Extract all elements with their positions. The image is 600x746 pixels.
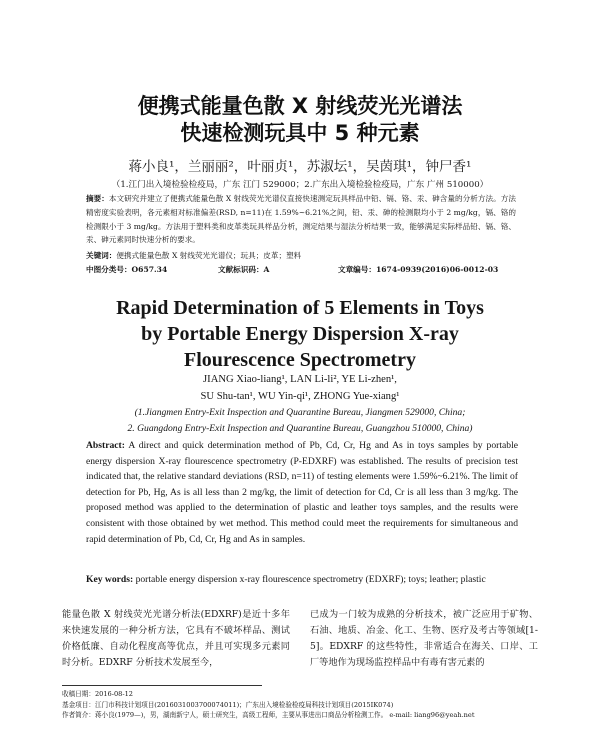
cn-keywords-label: 关键词：: [86, 251, 117, 260]
en-keywords-text: portable energy dispersion x-ray flourescence spectrometry (EDXRF); toys; leather; plastic: [135, 574, 486, 585]
en-authors-line1: JIANG Xiao-liang¹, LAN Li-li², YE Li-zhen¹,: [203, 374, 397, 385]
en-title-line3: Flourescence Spectrometry: [184, 349, 416, 371]
footnote-fund: 基金项目：江门市科技计划项目(2016031003700074011)；广东出入境检验检疫局科技计划项目(2015IK074): [62, 700, 394, 709]
footnotes: [62, 689, 542, 721]
footnote-divider: [62, 685, 262, 686]
cn-affiliation: （1.江门出入境检验检疫局，广东 江门 529000；2.广东出入境检验检疫局，广东 广州 510000）: [111, 180, 489, 190]
cn-title-line2: 快速检测玩具中 5 种元素: [180, 121, 420, 145]
cn-keywords: [86, 250, 516, 262]
body-column-left: 能量色散 X 射线荧光光谱分析法(EDXRF)是近十多年来快速发展的一种分析方法，它具有不破坏样品、测试价格低廉、自动化程度高等优点，并且可实现多元素同时分析。EDXRF 分析技术发展至今，: [62, 609, 290, 668]
cn-doc-code: 文献标识码：A: [218, 265, 270, 274]
cn-article-no: 文章编号：1674-0939(2016)06-0012-03: [338, 265, 499, 274]
en-abstract-text: A direct and quick determination method of Pb, Cd, Cr, Hg and As in toys samples by portable energy dispersion X-ray flourescence spectrometry (P-EDXRF) was established. The results of precision test indicated that, the relative standard deviations (RSD, n=11) of testing elements were 1.59%~6.21%. The limit of detection for Pb, Hg, As is all less than 2 mg/kg, the limit of detection for Cd, Cr is all less than 3 mg/kg. The proposed method was applied to the determination of plastic and leather toys samples, and the results were consistent with those obtained by wet method. This method could meet the requirements for simultaneous and rapid determination of Pb, Cd, Cr, Hg and As in samples.: [86, 440, 518, 545]
en-keywords: [86, 572, 518, 588]
cn-keywords-text: 便携式能量色散 X 射线荧光光谱仪；玩具；皮革；塑料: [116, 251, 302, 260]
en-keywords-label: Key words:: [86, 574, 134, 585]
footnote-received: 收稿日期：2016-08-12: [62, 690, 133, 698]
en-affiliation-1: (1.Jiangmen Entry-Exit Inspection and Quarantine Bureau, Jiangmen 529000, China;: [134, 407, 466, 418]
en-abstract: [86, 438, 518, 547]
cn-abstract-label: 摘要：: [86, 194, 109, 203]
cn-classification-row: [86, 264, 516, 276]
en-abstract-label: Abstract:: [86, 440, 125, 451]
body-column-right: 已成为一门较为成熟的分析技术，被广泛应用于矿物、石油、地质、冶金、化工、生物、医疗及考古等领域[1-5]。EDXRF 的这些特性，非常适合在海关、口岸、工厂等地作为现场监控样品中有毒有害元素的: [310, 609, 538, 668]
cn-title-line1: 便携式能量色散 X 射线荧光光谱法: [137, 94, 463, 118]
en-title-line2: by Portable Energy Dispersion X-ray: [141, 323, 459, 345]
cn-clc: 中图分类号：O657.34: [86, 265, 168, 274]
cn-abstract: [86, 192, 516, 247]
en-affiliation-2: 2. Guangdong Entry-Exit Inspection and Quarantine Bureau, Guangzhou 510000, China): [127, 423, 473, 434]
en-title-line1: Rapid Determination of 5 Elements in Toys: [116, 297, 484, 319]
cn-authors: 蒋小良¹，兰丽丽²，叶丽贞¹，苏淑坛¹，吴茵琪¹，钟尸香¹: [128, 159, 472, 175]
footnote-author: 作者简介：蒋小良(1979—)，男，湖南新宁人，硕士研究生，高级工程师，主要从事进出口商品分析检测工作。 e-mail: liang96@yeah.net: [62, 711, 475, 719]
cn-abstract-text: 本文研究并建立了便携式能量色散 X 射线荧光光谱仪直接快速测定玩具样品中铅、镉、铬、汞、砷含量的分析方法。方法精密度实验表明，各元素相对标准偏差(RSD, n=11)在 1.59%~6.21%之间，铅、汞、砷的检测限均小于 2 mg/kg，镉、铬的检测限小于 3 mg/kg。方法用于塑料类和皮革类玩具样品分析，测定结果与湿法分析结果一致，能够满足实际样品铅、镉、铬、汞、砷元素同时快速分析的要求。: [86, 194, 517, 245]
en-authors-line2: SU Shu-tan¹, WU Yin-qi¹, ZHONG Yue-xiang¹: [200, 391, 400, 402]
